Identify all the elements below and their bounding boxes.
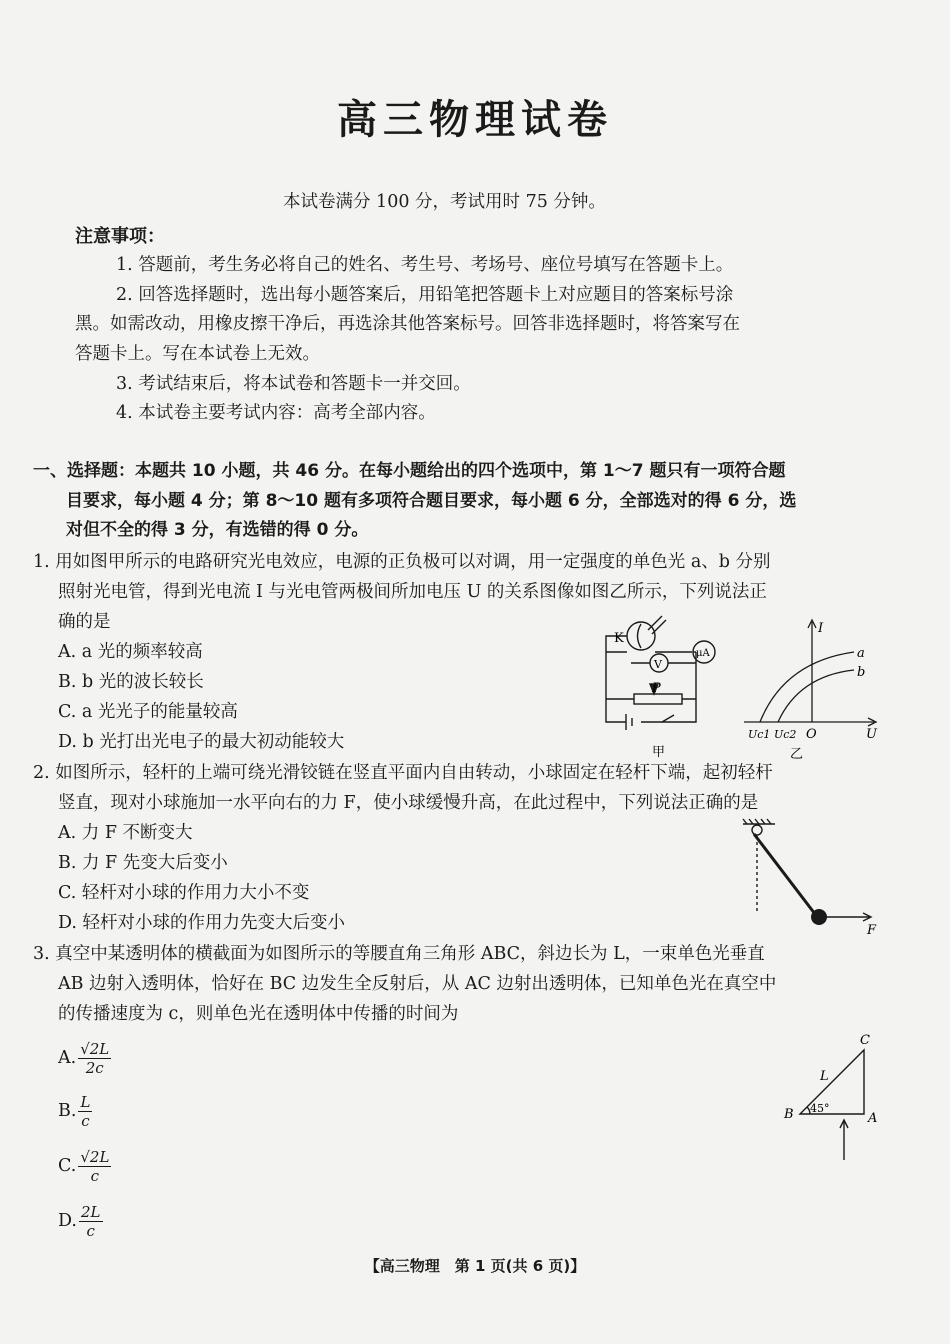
question-2-option-d: D. 轻杆对小球的作用力先变大后变小 [58,913,346,933]
tick-uc2: Uc2 [774,728,797,741]
page-title: 高三物理试卷 [337,97,613,143]
notice-line: 答题卡上。写在本试卷上无效。 [75,344,320,364]
curve-b: b [857,665,866,680]
vertex-C: C [860,1033,870,1048]
rod-ball-diagram [735,816,885,936]
question-3-stem: 的传播速度为 c，则单色光在透明体中传播的时间为 [58,1004,459,1024]
axis-I: I [818,621,824,636]
notice-line: 黑。如需改动，用橡皮擦干净后，再选涂其他答案标号。回答非选择题时，将答案写在 [75,314,740,334]
question-2-option-c: C. 轻杆对小球的作用力大小不变 [58,883,310,903]
page-footer: 【高三物理 第 1 页(共 6 页)】 [364,1257,586,1275]
triangle-abc-diagram [780,1028,890,1168]
origin-O: O [806,727,817,742]
question-2-stem: 竖直，现对小球施加一水平向右的力 F，使小球缓慢升高，在此过程中，下列说法正确的是 [58,793,759,813]
notice-line: 1. 答题前，考生务必将自己的姓名、考生号、考场号、座位号填写在答题卡上。 [116,255,734,275]
label-uA: μA [696,648,710,659]
notice-heading: 注意事项： [75,226,165,247]
exam-intro: 本试卷满分 100 分，考试用时 75 分钟。 [283,192,606,212]
label-K: K [614,631,624,646]
question-3-option-a: A. $\frac{√2L}{2c}$ [58,1040,110,1077]
angle-45: 45° [810,1102,830,1115]
tick-uc1: Uc1 [748,728,771,741]
axis-U: U [866,727,877,742]
section-heading: 目要求，每小题 4 分；第 8～10 题有多项符合题目要求，每小题 6 分，全部选对的得 6 分，选 [66,491,797,511]
iu-graph-yi [744,614,884,764]
question-1-stem: 确的是 [58,612,111,632]
notice-line: 2. 回答选择题时，选出每小题答案后，用铅笔把答题卡上对应题目的答案标号涂 [116,285,734,305]
ball [811,909,827,925]
question-1-stem: 1. 用如图甲所示的电路研究光电效应，电源的正负极可以对调，用一定强度的单色光 a、b 分别 [33,552,771,572]
question-3-option-b: B. $\frac{L}{c}$ [58,1093,91,1130]
question-1-option-b: B. b 光的波长较长 [58,672,204,692]
question-3-option-c: C. $\frac{√2L}{c}$ [58,1148,110,1185]
side-L: L [820,1069,829,1084]
question-2-option-b: B. 力 F 先变大后变小 [58,853,228,873]
notice-line: 3. 考试结束后，将本试卷和答题卡一并交回。 [116,374,471,394]
circuit-diagram-jia [596,612,726,762]
question-1-option-c: C. a 光光子的能量较高 [58,702,238,722]
question-1-stem: 照射光电管，得到光电流 I 与光电管两极间所加电压 U 的关系图像如图乙所示，下列说法正 [58,582,767,602]
question-3-stem: AB 边射入透明体，恰好在 BC 边发生全反射后，从 AC 边射出透明体，已知单色光在真空中 [58,974,777,994]
question-2-option-a: A. 力 F 不断变大 [58,823,193,843]
caption-jia: 甲 [652,745,666,760]
label-P: P [652,681,661,696]
vertex-B: B [784,1107,794,1122]
vertex-A: A [868,1111,878,1126]
question-1-option-a: A. a 光的频率较高 [58,642,203,662]
question-3-option-d: D. $\frac{2L}{c}$ [58,1203,101,1240]
section-heading: 一、选择题：本题共 10 小题，共 46 分。在每小题给出的四个选项中，第 1～7 题只有一项符合题 [33,461,786,481]
caption-yi: 乙 [790,747,804,762]
question-2-stem: 2. 如图所示，轻杆的上端可绕光滑铰链在竖直平面内自由转动，小球固定在轻杆下端，起初轻杆 [33,763,773,783]
label-V: V [654,658,662,671]
question-1-option-d: D. b 光打出光电子的最大初动能较大 [58,732,345,752]
question-3-stem: 3. 真空中某透明体的横截面为如图所示的等腰直角三角形 ABC，斜边长为 L，一束单色光垂直 [33,944,765,964]
section-heading: 对但不全的得 3 分，有选错的得 0 分。 [66,520,369,540]
curve-a: a [857,646,865,661]
force-F: F [867,923,877,936]
notice-line: 4. 本试卷主要考试内容：高考全部内容。 [116,403,436,423]
